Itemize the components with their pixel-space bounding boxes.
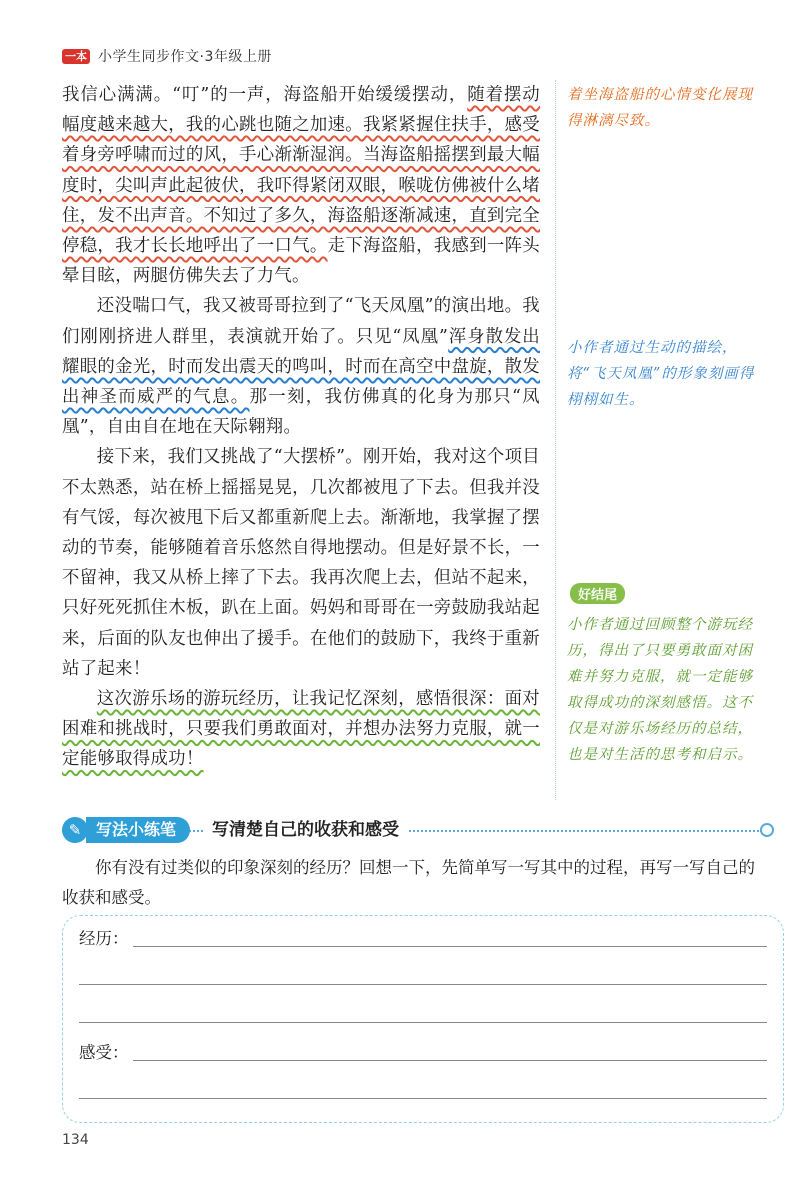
essay-paragraph-1	[62, 80, 540, 291]
writing-line[interactable]	[79, 1098, 767, 1099]
writing-line[interactable]	[79, 946, 767, 947]
page-header	[62, 46, 272, 66]
writing-line[interactable]	[79, 984, 767, 985]
highlighted-text-green: 这次游乐场的游玩经历，让我记忆深刻，感悟很深：面对困难和挑战时，只要我们勇敢面对，并想办法努力克服，就一定能够取得成功！	[62, 689, 540, 770]
section-end-dot	[760, 823, 774, 837]
margin-note-ending: 小作者通过回顾整个游玩经历，得出了只要勇敢面对困难并努力克服，就一定能够取得成功的深刻感悟。这不仅是对游乐场经历的总结，也是对生活的思考和启示。	[567, 617, 753, 763]
essay-text: 我信心满满。“叮”的一声，海盗船开始缓缓摆动，	[62, 85, 468, 105]
essay-paragraph-2	[62, 291, 540, 442]
exercise-title: 写清楚自己的收获和感受	[204, 817, 407, 843]
writing-area	[62, 915, 784, 1123]
essay-text: 走下海盗船，我感到一阵头晕目眩，两腿仿佛失去了力气。	[62, 236, 540, 287]
essay-paragraph-3: 接下来，我们又挑战了“大摆桥”。刚开始，我对这个项目不太熟悉，站在桥上摇摇晃晃，几次都被甩了下去。但我并没有气馁，每次被甩下后又都重新爬上去。渐渐地，我掌握了摆动的节奏，能够随着音乐悠然自得地摆动。但是好景不长，一不留神，我又从桥上摔了下去。我再次爬上去，但站不起来，只好死死抓住木板，趴在上面。妈妈和哥哥在一旁鼓励我站起来，后面的队友也伸出了援手。在他们的鼓励下，我终于重新站了起来！	[62, 447, 540, 679]
highlighted-text-red: 随着摆动幅度越来越大，我的心跳也随之加速。我紧紧握住扶手，感受着身旁呼啸而过的风，手心渐渐湿润。当海盗船摇摆到最大幅度时，尖叫声此起彼伏，我吓得紧闭双眼，喉咙仿佛被什么堵住，发不出声音。不知过了多久，海盗船逐渐减速，直到完全停稳，我才长长地呼出了一口气。	[62, 85, 540, 257]
exercise-tag: 写法小练笔	[86, 817, 190, 843]
book-title: 小学生同步作文·3年级上册	[98, 49, 272, 65]
writing-line[interactable]	[79, 1060, 767, 1061]
margin-note-heart: 着坐海盗船的心情变化展现得淋漓尽致。	[567, 87, 753, 129]
margin-divider	[555, 80, 556, 800]
essay-body	[62, 80, 540, 775]
highlighted-text-blue: 浑身散发出耀眼的金光，时而发出震天的鸣叫，时而在高空中盘旋，散发出神圣而威严的气息。	[62, 326, 540, 408]
good-ending-badge: 好结尾	[570, 583, 625, 604]
brand-logo: 一本	[62, 49, 90, 64]
margin-note-phoenix: 小作者通过生动的描绘，将“飞天凤凰”的形象刻画得栩栩如生。	[567, 340, 755, 408]
experience-label: 经历：	[79, 925, 133, 949]
exercise-section-header	[62, 815, 774, 845]
page-number: 134	[62, 1132, 89, 1148]
feeling-label: 感受：	[79, 1039, 133, 1063]
writing-line[interactable]	[79, 1022, 767, 1023]
pencil-icon: ✎	[62, 817, 88, 843]
exercise-prompt: 你有没有过类似的印象深刻的经历？回想一下，先简单写一写其中的过程，再写一写自己的收获和感受。	[62, 858, 755, 907]
essay-paragraph-4	[62, 684, 540, 775]
essay-text: 还没喘口气，我又被哥哥拉到了“飞天凤凰”的演出地。我们刚刚挤进人群里，表演就开始了。只见“凤凰”	[62, 296, 540, 347]
essay-text: 那一刻，我仿佛真的化身为那只“凤凰”，自由自在地在天际翱翔。	[62, 387, 540, 438]
